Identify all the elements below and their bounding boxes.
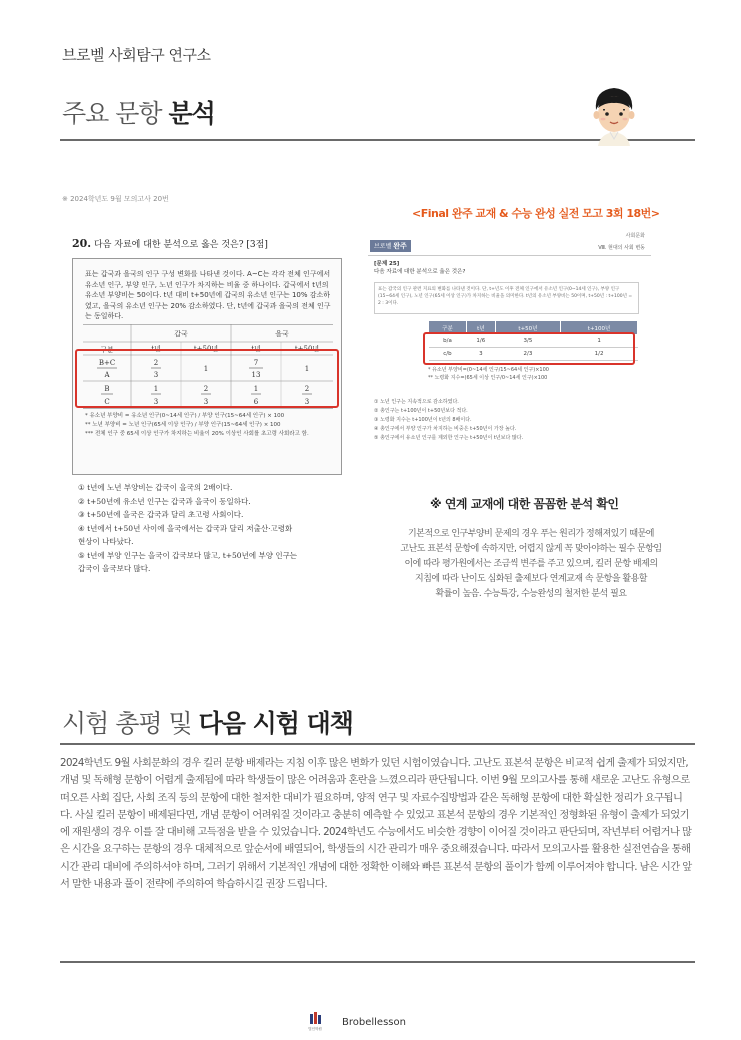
textbook-notes <box>428 366 549 382</box>
table-cell: 1 <box>304 365 310 373</box>
left-source-caption: ※ 2024학년도 9월 모의고사 20번 <box>62 195 169 203</box>
analysis-title: ※ 연계 교재에 대한 꼼꼼한 분석 확인 <box>430 497 619 511</box>
table-cell: 13 <box>251 371 261 379</box>
analysis-line: 확률이 높음. 수능특강, 수능완성의 철저한 분석 필요 <box>435 589 627 599</box>
table-cell: b/a <box>429 335 467 348</box>
analysis-line: 기본적으로 인구부양비 문제의 경우 푸는 원리가 정해져있기 때문에 <box>408 529 654 539</box>
table-header-year: t년 <box>151 345 161 353</box>
table-cell: 2/3 <box>495 348 560 361</box>
option-3: ③ t+50년에 을국은 갑국과 달리 초고령 사회이다. <box>78 510 244 519</box>
row-label-numerator: B+C <box>98 359 116 367</box>
table-cell: c/b <box>429 348 467 361</box>
section-title-analysis <box>62 94 215 130</box>
textbook-subject: 사회문화 <box>625 233 645 239</box>
textbook-table-header: t+50년 <box>495 321 560 335</box>
note-line: * 유소년 부양비 = 유소년 인구(0~14세 인구) / 부양 인구(15~64세 인구) × 100 <box>85 413 285 419</box>
row-label-denominator: C <box>104 398 110 406</box>
textbook-question-label: [문제 25] <box>374 261 400 267</box>
footer-brand-name: Brobellesson <box>342 1017 406 1028</box>
table-header-group: 구분 <box>100 346 114 354</box>
option-4: ④ 총인구에서 부양 인구가 차지하는 비중은 t+50년이 가장 높다. <box>374 426 517 432</box>
table-cell: 3 <box>153 371 159 379</box>
analysis-body <box>375 527 687 602</box>
table-cell: 2 <box>153 359 159 367</box>
analysis-line: 이에 따라 평가원에서는 조금씩 변주를 주고 있으며, 킬러 문항 배제의 <box>404 559 658 569</box>
option-1: ① 노년 인구는 지속적으로 감소하였다. <box>374 399 459 405</box>
analysis-line: 지침에 따라 난이도 심화된 출제보다 연계교재 속 문항을 활용할 <box>415 574 647 584</box>
table-cell: 1 <box>203 365 209 373</box>
textbook-table-header: t년 <box>466 321 495 335</box>
table-cell: 1 <box>253 385 259 393</box>
note-line: * 유소년 부양비=(0~14세 인구/15~64세 인구)×100 <box>428 367 549 373</box>
highlight-box-right <box>423 332 635 365</box>
textbook-badge <box>370 240 411 252</box>
table-header-country1: 갑국 <box>174 330 188 338</box>
footer <box>0 1012 741 1036</box>
option-2: ② 총인구는 t+100년이 t+50년보다 적다. <box>374 408 468 414</box>
table-cell: 3 <box>203 398 209 406</box>
badge-prefix: 브로벨 <box>374 243 394 250</box>
textbook-data-box: 표는 갑국의 인구 관련 지표의 변화를 나타낸 것이다. 단, t+년도 이후 전체 인구에서 유소년 인구(0~14세 인구), 부양 인구(15~64세 인구), 노년 인구(65세 이상 인구)가 차지하는 비율을 의미한다. t년의 유소년 부양비는 50이며, t+50년 : t+100년 = 2 : 3이다. <box>374 282 639 314</box>
option-4: ④ t년에서 t+50년 사이에 을국에서는 갑국과 달리 저출산·고령화 <box>78 523 293 533</box>
textbook-unit: Ⅷ. 현대의 사회 변동 <box>598 245 645 251</box>
table-cell: 3 <box>304 398 310 406</box>
table-cell: 2 <box>304 385 310 393</box>
textbook-header <box>368 236 651 256</box>
section-title-bold: 다음 시험 대책 <box>198 709 353 738</box>
textbook-options <box>374 398 523 443</box>
option-5: ⑤ t년에 부양 인구는 을국이 갑국보다 많고, t+50년에 부양 인구는 <box>78 550 298 560</box>
review-summary: 2024학년도 9월 사회문화의 경우 킬러 문항 배제라는 지침 이후 많은 변화가 있던 시험이였습니다. 고난도 표본석 문항은 비교적 쉽게 출제가 되었지만, 개념 및 독해형 문항이 어렵게 출제됨에 따라 학생들이 많은 어려움과 혼란을 느꼈으리라 판단됩니다. 이번 9월 모의고사를 통해 새로운 고난도 유형으로 떠오른 사회 집단, 사회 조직 등의 문항에 대한 철저한 대비가 필요하며, 양적 연구 및 자료수집방법과 같은 독해형 문항에 대한 확실한 정리가 요구됩니다. 사실 킬러 문항이 배제된다면, 개념 문항이 어려워질 것이라고 충분히 예측할 수 있었고 표본석 문항의 경우 기본적인 정형화된 유형이 출제가 되었기에 재원생의 경우 이를 잘 대비해 고득점을 받을 수 있었습니다. 2024학년도 수능에서도 비슷한 경향이 이어질 것이라고 판단되며, 작년부터 어렵거나 많은 시간을 요구하는 문항의 경우 대체적으로 앞순서에 배열되어, 학생들의 시간 관리가 매우 중요해졌습니다. 따라서 모의고사를 활용한 실전연습을 통해 시간 관리 대비에 주의하셔야 하며, 그러기 위해서 기본적인 개념에 대한 정확한 이해와 빠른 표본석 문항의 풀이가 함께 이루어져야 합니다. 남은 시간 앞서 말한 내용과 풀이 전략에 주의하여 학습하시길 권장 드립니다. <box>60 757 692 891</box>
table-cell: 1 <box>153 385 159 393</box>
textbook-table-header: 구분 <box>429 321 467 335</box>
analysis-line: 고난도 표본석 문항에 속하지만, 어렵지 않게 꼭 맞아야하는 필수 문항임 <box>400 544 662 554</box>
table-cell: 3/5 <box>495 335 560 348</box>
option-4-cont: 현상이 나타났다. <box>78 537 134 546</box>
svg-text:법인학원: 법인학원 <box>308 1027 322 1031</box>
table-cell: 6 <box>253 398 259 406</box>
option-3: ③ 노령화 지수는 t+100년이 t년의 8배이다. <box>374 417 472 423</box>
teacher-avatar-icon <box>588 84 640 146</box>
table-cell: 7 <box>253 359 259 367</box>
table-cell: 1/6 <box>466 335 495 348</box>
row-label-numerator: B <box>104 385 110 393</box>
question-heading <box>72 237 268 250</box>
section-title-bold: 분석 <box>168 99 215 128</box>
question-notes <box>85 412 335 439</box>
highlight-box-left <box>75 349 339 408</box>
textbook-question-text: 다음 자료에 대한 분석으로 옳은 것은? <box>374 269 466 275</box>
section-title-light: 시험 총평 및 <box>62 709 199 738</box>
section-divider-3 <box>60 961 695 963</box>
badge-bold: 완주 <box>393 242 407 250</box>
table-cell: 3 <box>153 398 159 406</box>
textbook-table-header: t+100년 <box>561 321 638 335</box>
note-line: *** 전체 인구 중 65세 이상 인구가 차지하는 비율이 20% 이상인 사회를 초고령 사회라고 함. <box>85 431 309 437</box>
table-cell: 1/2 <box>561 348 638 361</box>
table-header-country2: 을국 <box>275 330 289 338</box>
table-header-year: t+50년 <box>193 345 219 353</box>
row-label-denominator: A <box>104 371 110 379</box>
table-cell: 3 <box>466 348 495 361</box>
textbook-question <box>374 260 465 276</box>
section-divider-2 <box>60 743 695 745</box>
note-line: ** 노령화 지수=(65세 이상 인구/0~14세 인구)×100 <box>428 375 548 381</box>
option-1: ① t년에 노년 부양비는 갑국이 을국의 2배이다. <box>78 483 233 492</box>
section-title-review <box>62 704 353 740</box>
question-options <box>78 481 348 576</box>
academy-logo-icon <box>308 1012 322 1032</box>
table-cell: 2 <box>203 385 209 393</box>
table-header-year: t년 <box>251 345 261 353</box>
table-cell: 1 <box>561 335 638 348</box>
brand-header: 브로벨 사회탐구 연구소 <box>62 46 211 64</box>
option-5: ⑤ 총인구에서 유소년 인구를 제외한 인구는 t+50년이 t년보다 많다. <box>374 435 524 441</box>
right-source-caption: <Final 완주 교재 & 수능 완성 실전 모고 3회 18번> <box>412 207 660 220</box>
option-5-cont: 갑국이 을국보다 많다. <box>78 564 151 573</box>
section-title-light: 주요 문항 <box>62 99 169 128</box>
table-header-year: t+50년 <box>294 345 320 353</box>
question-number: 20. <box>72 237 92 250</box>
option-2: ② t+50년에 유소년 인구는 갑국과 을국이 동일하다. <box>78 496 251 506</box>
question-intro: 표는 갑국과 을국의 인구 구성 변화를 나타낸 것이다. A~C는 각각 전체 인구에서 유소년 인구, 부양 인구, 노년 인구가 차지하는 비율 중 하나이다. 갑국에서 t년의 유소년 부양비는 50이다. t년 대비 t+50년에 갑국의 유소년 인구는 10% 감소하였고, 을국의 유소년 인구는 20% 감소하였다. 단, t년에 갑국과 을국의 전체 인구는 동일하다. <box>85 270 331 320</box>
question-text: 다음 자료에 대한 분석으로 옳은 것은? [3점] <box>94 240 268 250</box>
note-line: ** 노년 부양비 = 노년 인구(65세 이상 인구) / 부양 인구(15~64세 인구) × 100 <box>85 422 281 428</box>
